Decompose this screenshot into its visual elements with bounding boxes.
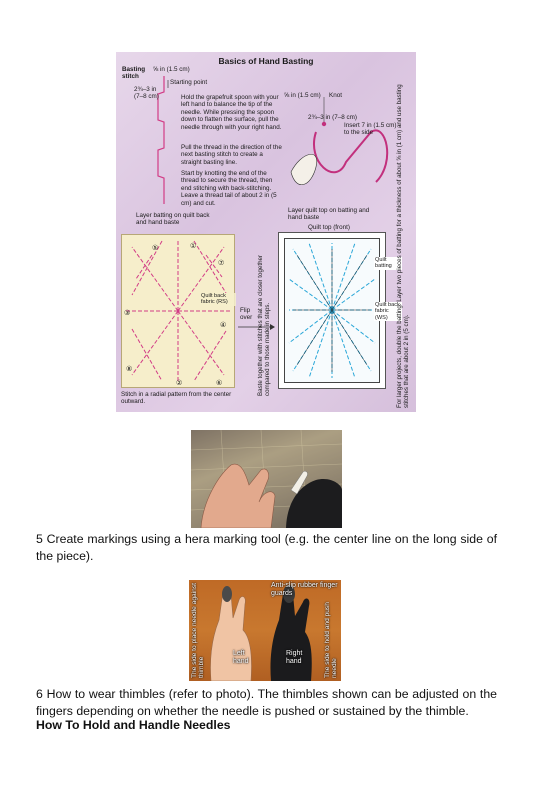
right-measure-length: 2¾–3 in (7–8 cm) [308, 114, 358, 121]
section-heading: How To Hold and Handle Needles [36, 718, 231, 732]
right-measure-top: ⅝ in (1.5 cm) [284, 92, 321, 99]
svg-text:⑤: ⑤ [152, 245, 159, 252]
basting-stitch-label: Basting stitch [122, 66, 146, 81]
right-side-note: The side to hold and push needle [324, 602, 339, 678]
quilt-batting-label: Quilt batting [374, 257, 402, 270]
quilt-back-rs-label: Quilt back fabric (RS) [200, 293, 236, 306]
instruction-2: Pull the thread in the direction of the next basting stitch to create a straight basting line. [181, 144, 282, 166]
radial-stitch-pattern-blue [285, 239, 379, 382]
insert-label: Insert 7 in (1.5 cm) to the side [344, 122, 397, 137]
quilt-top-front-label: Quilt top (front) [308, 224, 350, 231]
step-5-text: 5 Create markings using a hera marking tool (e.g. the center line on the long side of the piece). [36, 532, 497, 563]
svg-text:⑧: ⑧ [126, 366, 133, 373]
hand-marking-illustration [191, 430, 342, 528]
quilt-top-panel [278, 232, 386, 389]
radial-caption: Stitch in a radial pattern from the center outward. [121, 391, 232, 406]
needle-illustration [276, 92, 406, 212]
layer-batting-label: Layer batting on quilt back and hand baste [136, 212, 210, 227]
left-hand-label: Left hand [233, 650, 249, 665]
layer-quilt-top-label: Layer quilt top on batting and hand baste [288, 207, 370, 222]
anti-slip-label: Anti-slip rubber finger guards [271, 582, 338, 597]
batting-panel [121, 234, 235, 388]
radial-stitch-pattern-pink [122, 235, 234, 387]
svg-text:③: ③ [124, 310, 131, 317]
left-measure-length: 2¾–3 in (7–8 cm) [134, 86, 159, 101]
right-hand-label: Right hand [286, 650, 303, 665]
diagram-title: Basics of Hand Basting [218, 56, 314, 66]
hera-marking-photo [191, 430, 342, 528]
step-6-text: 6 How to wear thimbles (refer to photo). The thimbles shown can be adjusted on the fingers depending on whether the needle is pushed or sustained by the thimble. [36, 687, 497, 718]
starting-point-label: Starting point [170, 79, 208, 86]
left-measure-top: ⅝ in (1.5 cm) [153, 66, 190, 73]
svg-text:④: ④ [220, 322, 227, 329]
knot-label: Knot [329, 92, 342, 99]
quilt-back-ws-label: Quilt back fabric (WS) [374, 302, 402, 321]
svg-text:⑦: ⑦ [218, 260, 225, 267]
basting-diagram [116, 52, 416, 412]
svg-text:①: ① [190, 243, 197, 250]
side-note-right: For larger projects, double the batting. Layer two pieces of batting for a thickness of about ⅝ in (1 cm) and use basting stitches that are about 2 in (5 cm). [396, 84, 411, 408]
left-side-note: The side to place needle against thimble [191, 583, 206, 678]
thimbles-photo [189, 580, 341, 681]
svg-text:②: ② [176, 380, 183, 387]
flip-over-label: Flip over [240, 307, 253, 322]
instruction-1: Hold the grapefruit spoon with your left hand to balance the tip of the needle. While pressing the spoon down to flatten the surface, pull the needle through with your right hand. [181, 94, 282, 131]
instruction-3: Start by knotting the end of the thread to secure the thread, then end stitching with back-stitching. Leave a thread tail of about 2 in (5 cm) and cut. [181, 170, 277, 207]
svg-text:⑥: ⑥ [216, 380, 223, 387]
side-note-middle: Baste together with stitches that are closer together compared to those made in steps. [257, 254, 272, 396]
